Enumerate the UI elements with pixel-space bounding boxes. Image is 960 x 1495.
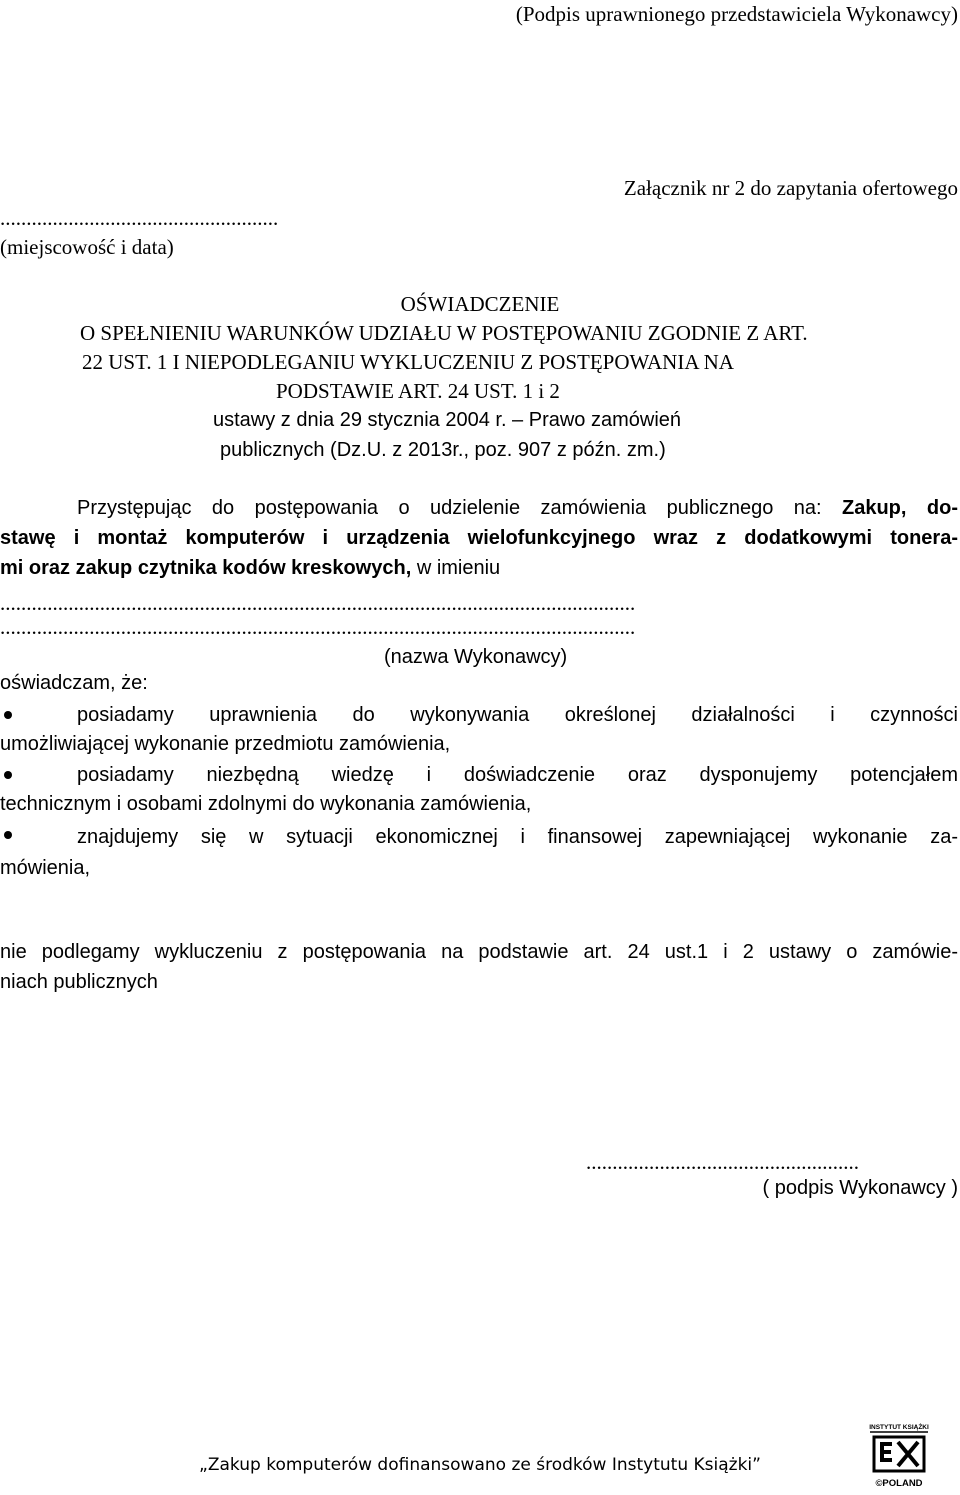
contractor-dots-1: .........................................................................................................................: [0, 591, 636, 615]
attachment-label: Załącznik nr 2 do zapytania ofertowego: [623, 176, 958, 200]
intro-line-2: stawę i montaż komputerów i urządzenia wielofunkcyjnego wraz z dodatkowymi tonera-: [0, 527, 958, 549]
title-line-3: 22 UST. 1 I NIEPODLEGANIU WYKLUCZENIU Z POSTĘPOWANIA NA: [82, 350, 734, 374]
title-line-2: O SPEŁNIENIU WARUNKÓW UDZIAŁU W POSTĘPOWANIU ZGODNIE Z ART.: [80, 321, 808, 345]
title-line-4: PODSTAWIE ART. 24 UST. 1 i 2: [276, 379, 560, 403]
declare-label: oświadczam, że:: [0, 672, 148, 694]
top-signature-label: (Podpis uprawnionego przedstawiciela Wykonawcy): [515, 2, 958, 26]
bullet-icon: [4, 771, 12, 779]
bullet-3-line-2: mówienia,: [0, 857, 91, 879]
bullet-icon: [4, 831, 12, 839]
intro-in-name: w imieniu: [416, 557, 501, 579]
intro-line-1: [77, 493, 958, 523]
funding-footer: „Zakup komputerów dofinansowano ze środków Instytutu Książki”: [199, 1455, 761, 1475]
place-date-dots: .....................................................: [0, 206, 279, 230]
logo-top-text: INSTYTUT KSIĄŻKI: [869, 1424, 929, 1431]
signature-dots: ....................................................: [586, 1150, 859, 1174]
contractor-dots-2: .........................................................................................................................: [0, 615, 636, 639]
bullet-1-line-1: posiadamy uprawnienia do wykonywania określonej działalności i czynności: [77, 704, 958, 726]
intro-line-3: [0, 553, 500, 583]
intro-subject: Zakup, do-: [842, 497, 958, 519]
instytut-ksiazki-logo: [866, 1420, 932, 1490]
title-line-6: publicznych (Dz.U. z 2013r., poz. 907 z późn. zm.): [220, 439, 666, 461]
bullet-icon: [4, 711, 12, 719]
bullet-2-line-2: technicznym i osobami zdolnymi do wykonania zamówienia,: [0, 793, 532, 815]
contractor-name-label: (nazwa Wykonawcy): [384, 646, 568, 668]
place-date-label: (miejscowość i data): [0, 235, 174, 259]
bullet-2-line-1: posiadamy niezbędną wiedzę i doświadczenie oraz dysponujemy potencjałem: [77, 764, 958, 786]
bullet-3-line-1: znajdujemy się w sytuacji ekonomicznej i finansowej zapewniającej wykonanie za-: [77, 826, 958, 848]
bullet-1-line-2: umożliwiającej wykonanie przedmiotu zamówienia,: [0, 733, 451, 755]
title-line-5: ustawy z dnia 29 stycznia 2004 r. – Prawo zamówień: [213, 409, 682, 431]
intro-text: Przystępując do postępowania o udzielenie zamówienia publicznego na:: [77, 497, 822, 519]
logo-bottom-text: ©POLAND: [875, 1478, 923, 1489]
title-line-1: OŚWIADCZENIE: [400, 292, 560, 316]
exclusion-line-2: niach publicznych: [0, 971, 158, 993]
intro-subject-end: mi oraz zakup czytnika kodów kreskowych,: [0, 557, 412, 579]
signature-label: ( podpis Wykonawcy ): [762, 1177, 958, 1199]
exclusion-line-1: nie podlegamy wykluczeniu z postępowania na podstawie art. 24 ust.1 i 2 ustawy o zamówie-: [0, 941, 958, 963]
